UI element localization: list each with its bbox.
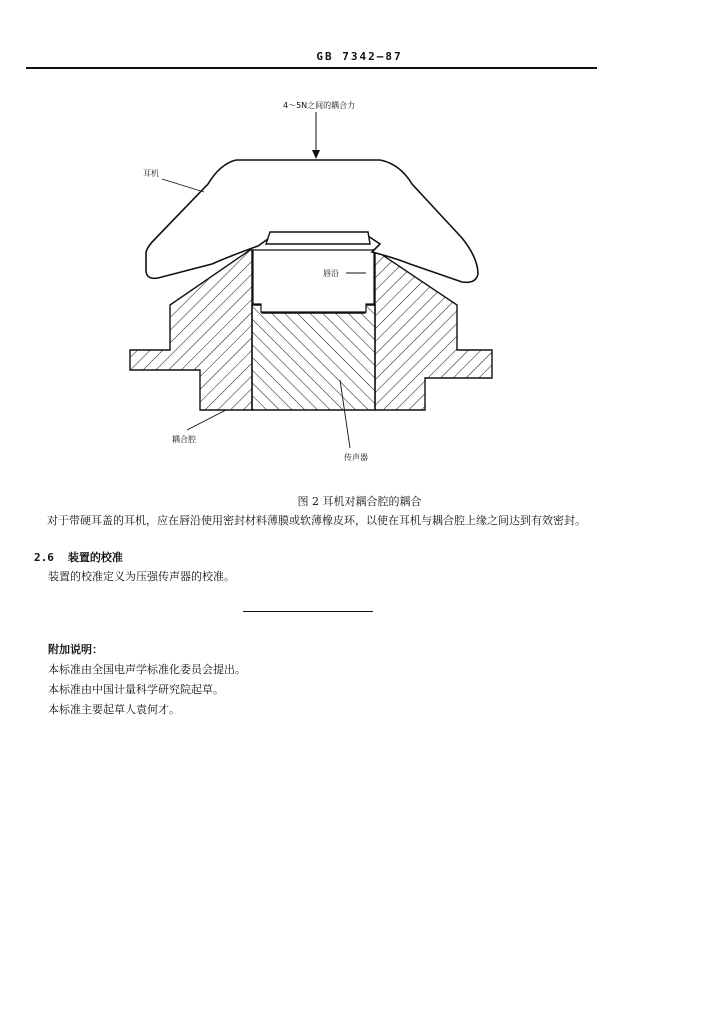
coupler-leader	[187, 410, 226, 430]
figure-caption: 图 2 耳机对耦合腔的耦合	[297, 495, 422, 508]
notes-title: 附加说明：	[48, 643, 103, 656]
earphone-label: 耳机	[143, 169, 159, 178]
note-line: 本标准由中国计量科学研究院起草。	[48, 683, 224, 696]
lip-label: 唇沿	[323, 269, 339, 278]
earphone-coupler-figure	[0, 80, 719, 470]
transducer-label: 传声器	[344, 453, 368, 462]
sealing-paragraph: 对于带硬耳盖的耳机，应在唇沿使用密封材料薄膜或软薄橡皮环，以使在耳机与耦合腔上缘之间达到有效密封。	[47, 514, 586, 527]
section-number: 2.6	[34, 551, 54, 564]
standard-code-header: GB 7342—87	[316, 50, 403, 63]
earphone-leader	[162, 179, 204, 192]
transducer-block	[252, 305, 375, 410]
earphone-lip	[266, 232, 370, 244]
note-line: 本标准主要起草人袁何才。	[48, 703, 180, 716]
note-line: 本标准由全国电声学标准化委员会提出。	[48, 663, 246, 676]
section-title: 装置的校准	[67, 551, 123, 564]
section-text: 装置的校准定义为压强传声器的校准。	[48, 570, 235, 583]
coupler-label: 耦合腔	[172, 435, 196, 444]
end-divider	[243, 611, 373, 612]
coupling-force-label: 4～5N之间的耦合力	[283, 101, 356, 110]
header-rule	[26, 67, 597, 69]
section-heading	[34, 549, 123, 565]
coupler-cavity	[253, 250, 374, 312]
additional-notes	[48, 640, 246, 720]
force-arrow-head	[312, 150, 320, 159]
